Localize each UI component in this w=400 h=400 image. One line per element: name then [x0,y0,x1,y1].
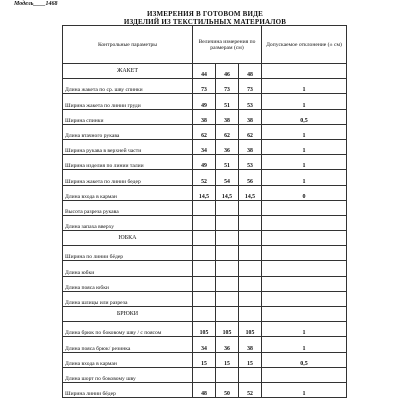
tolerance-cell [262,291,347,306]
tolerance-cell: 0,5 [262,109,347,124]
size-1-cell [193,200,216,215]
parameter-cell: Длина шлицы или разреза [63,291,193,306]
size-1-cell: 14,5 [193,185,216,200]
tolerance-cell: 1 [262,139,347,154]
table-row [63,124,347,139]
parameter-cell: Длина входа в карман [63,352,193,367]
tolerance-cell: 1 [262,170,347,185]
tolerance-cell [262,64,347,79]
size-2-cell: 105 [216,322,239,337]
size-2-cell: 36 [216,139,239,154]
title-line-2: ИЗДЕЛИЙ ИЗ ТЕКСТИЛЬНЫХ МАТЕРИАЛОВ [123,18,287,26]
tolerance-cell [262,246,347,261]
parameter-cell: Высота разреза рукава [63,200,193,215]
table-row [63,337,347,352]
table-row [63,276,347,291]
tolerance-cell: 0,5 [262,352,347,367]
parameter-cell: ЮБКА [63,231,193,246]
size-2-cell: 54 [216,170,239,185]
table-row [63,155,347,170]
title-line-1: ИЗМЕРЕНИЯ В ГОТОВОМ ВИДЕ [146,10,264,18]
size-3-cell: 38 [239,337,262,352]
section-row [63,307,347,322]
size-1-cell: 52 [193,170,216,185]
size-2-cell: 50 [216,382,239,397]
size-1-cell: 49 [193,155,216,170]
size-3-cell: 56 [239,170,262,185]
parameter-cell: Ширина жакета по линии бедер [63,170,193,185]
size-2-cell: 14,5 [216,185,239,200]
size-1-cell: 49 [193,94,216,109]
size-1-cell [193,307,216,322]
parameter-cell: Ширина спинки [63,109,193,124]
table-row [63,322,347,337]
table-row [63,291,347,306]
parameter-cell: Ширина изделия по линии талии [63,155,193,170]
parameter-cell: Длина втачного рукава [63,124,193,139]
table-row [63,367,347,382]
table-row [63,170,347,185]
size-3-cell [239,200,262,215]
tolerance-cell: 1 [262,124,347,139]
size-3-cell: 62 [239,124,262,139]
size-3-cell: 15 [239,352,262,367]
size-3-cell: 48 [239,64,262,79]
parameter-cell: БРЮКИ [63,307,193,322]
measurements-table-body [63,26,347,398]
table-row [63,261,347,276]
parameter-cell: Длина жакета по ср. шву спинки [63,79,193,94]
tolerance-cell: 1 [262,94,347,109]
size-3-cell: 53 [239,155,262,170]
size-3-cell [239,231,262,246]
size-3-cell: 14,5 [239,185,262,200]
parameter-cell: Длина юбки [63,261,193,276]
size-2-cell [216,276,239,291]
parameter-cell: Длина пояса юбки [63,276,193,291]
size-2-cell [216,215,239,230]
size-1-cell: 38 [193,109,216,124]
size-1-cell [193,215,216,230]
tolerance-cell [262,367,347,382]
table-row [63,185,347,200]
size-1-cell: 62 [193,124,216,139]
size-2-cell: 51 [216,155,239,170]
size-2-cell: 73 [216,79,239,94]
size-1-cell [193,367,216,382]
size-3-cell: 52 [239,382,262,397]
header-parameters: Контрольные параметры [63,26,193,64]
section-row [63,64,347,79]
size-3-cell [239,215,262,230]
parameter-cell: Длина шорт по боковому шву [63,367,193,382]
size-1-cell [193,261,216,276]
tolerance-cell [262,276,347,291]
size-2-cell [216,307,239,322]
tolerance-cell [262,261,347,276]
measurements-table [62,25,347,398]
tolerance-cell: 1 [262,322,347,337]
size-2-cell [216,246,239,261]
size-2-cell: 46 [216,64,239,79]
section-row [63,231,347,246]
size-3-cell [239,291,262,306]
parameter-cell: Длина запаха вверху [63,215,193,230]
header-sizes: Величина измерения по размерам (см) [193,26,262,64]
size-1-cell: 34 [193,337,216,352]
size-1-cell: 34 [193,139,216,154]
table-row [63,246,347,261]
table-row [63,200,347,215]
table-header-row [63,26,347,64]
parameter-cell: Ширина рукава в верхней части [63,139,193,154]
size-1-cell [193,246,216,261]
parameter-cell: Длина входа в карман [63,185,193,200]
tolerance-cell [262,307,347,322]
size-2-cell: 51 [216,94,239,109]
tolerance-cell: 1 [262,155,347,170]
table-row [63,94,347,109]
size-1-cell: 105 [193,322,216,337]
size-2-cell: 36 [216,337,239,352]
tolerance-cell: 1 [262,382,347,397]
size-2-cell: 15 [216,352,239,367]
table-row [63,139,347,154]
table-row [63,109,347,124]
size-2-cell [216,200,239,215]
tolerance-cell [262,231,347,246]
parameter-cell: ЖАКЕТ [63,64,193,79]
size-3-cell [239,307,262,322]
size-3-cell: 38 [239,139,262,154]
parameter-cell: Длина брюк по боковому шву / с поясом [63,322,193,337]
size-3-cell [239,367,262,382]
size-3-cell [239,261,262,276]
header-tolerance: Допускаемое отклонение (± см) [262,26,347,64]
tolerance-cell: 1 [262,337,347,352]
parameter-cell: Ширина по линии бёдер [63,246,193,261]
tolerance-cell: 1 [262,79,347,94]
tolerance-cell [262,215,347,230]
size-3-cell: 53 [239,94,262,109]
model-number: Модель____1468 [14,1,58,7]
size-1-cell [193,291,216,306]
tolerance-cell [262,200,347,215]
size-3-cell [239,246,262,261]
table-row [63,79,347,94]
size-1-cell: 73 [193,79,216,94]
parameter-cell: Длина пояса брюк/ резинка [63,337,193,352]
table-row [63,352,347,367]
document-title [90,10,320,26]
size-2-cell: 38 [216,109,239,124]
size-3-cell [239,276,262,291]
size-2-cell [216,231,239,246]
parameter-cell: Ширина линии бёдер [63,382,193,397]
size-2-cell [216,291,239,306]
size-3-cell: 105 [239,322,262,337]
size-1-cell [193,276,216,291]
size-1-cell [193,231,216,246]
table-row [63,382,347,397]
size-2-cell [216,261,239,276]
parameter-cell: Ширина жакета по линии груди [63,94,193,109]
size-1-cell: 48 [193,382,216,397]
size-3-cell: 38 [239,109,262,124]
tolerance-cell: 0 [262,185,347,200]
size-3-cell: 73 [239,79,262,94]
table-row [63,215,347,230]
size-2-cell: 62 [216,124,239,139]
size-2-cell [216,367,239,382]
size-1-cell: 44 [193,64,216,79]
size-1-cell: 15 [193,352,216,367]
